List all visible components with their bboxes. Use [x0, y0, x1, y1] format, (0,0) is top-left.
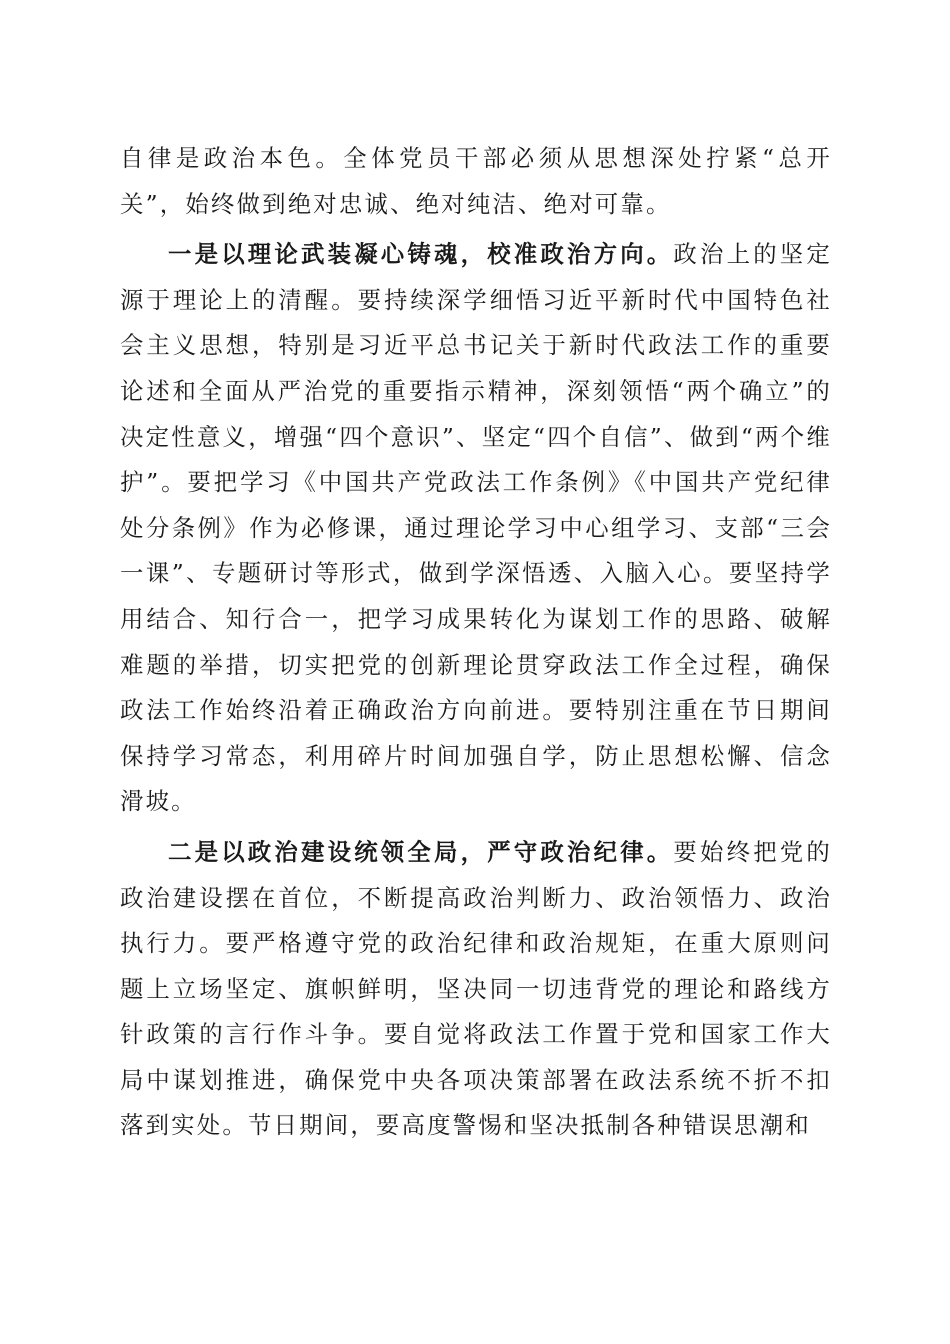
paragraph-theory-armament [120, 232, 832, 825]
paragraph-heading: 一是以理论武装凝心铸魂，校准政治方向。 [168, 240, 674, 269]
paragraph-body-text: 政治上的坚定源于理论上的清醒。要持续深学细悟习近平新时代中国特色社会主义思想，特别是习近平总书记关于新时代政法工作的重要论述和全面从严治党的重要指示精神，深刻领悟“两个确立”的决定性意义，增强“四个意识”、坚定“四个自信”、做到“两个维护”。要把学习《中国共产党政法工作条例》《中国共产党纪律处分条例》作为必修课，通过理论学习中心组学习、支部“三会一课”、专题研讨等形式，做到学深悟透、入脑入心。要坚持学用结合、知行合一，把学习成果转化为谋划工作的思路、破解难题的举措，切实把党的创新理论贯穿政法工作全过程，确保政法工作始终沿着正确政治方向前进。要特别注重在节日期间保持学习常态，利用碎片时间加强自学，防止思想松懈、信念滑坡。 [120, 240, 832, 816]
paragraph-heading: 二是以政治建设统领全局，严守政治纪律。 [168, 837, 674, 866]
document-body [120, 136, 832, 1149]
paragraph-intro [120, 136, 832, 227]
paragraph-political-construction [120, 830, 832, 1149]
paragraph-intro-text: 自律是政治本色。全体党员干部必须从思想深处拧紧“总开关”，始终做到绝对忠诚、绝对纯洁、绝对可靠。 [120, 144, 832, 218]
paragraph-body-text: 要始终把党的政治建设摆在首位，不断提高政治判断力、政治领悟力、政治执行力。要严格遵守党的政治纪律和政治规矩，在重大原则问题上立场坚定、旗帜鲜明，坚决同一切违背党的理论和路线方针政策的言行作斗争。要自觉将政法工作置于党和国家工作大局中谋划推进，确保党中央各项决策部署在政法系统不折不扣落到实处。节日期间，要高度警惕和坚决抵制各种错误思潮和 [120, 837, 832, 1140]
